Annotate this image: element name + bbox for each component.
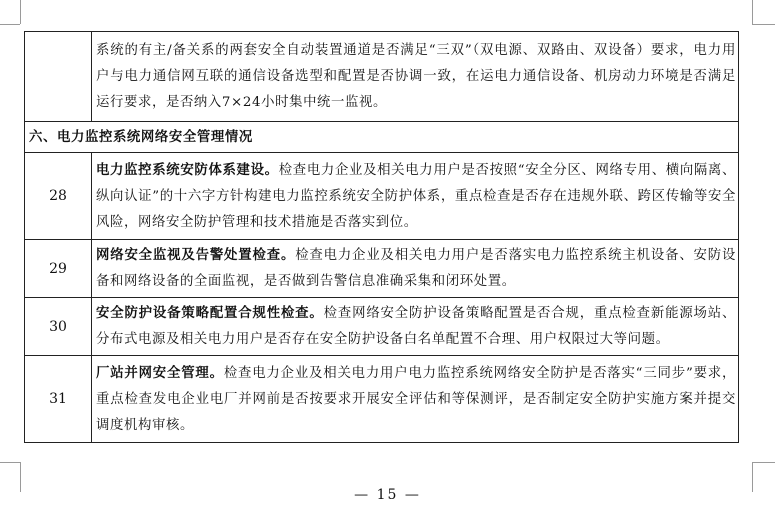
row-number: 28 xyxy=(25,153,92,240)
row-content xyxy=(92,298,739,356)
crop-mark-top-left xyxy=(0,24,20,25)
section-heading: 六、电力监控系统网络安全管理情况 xyxy=(25,122,739,153)
table-row xyxy=(25,240,739,298)
crop-mark-bottom-left xyxy=(0,462,20,463)
item-title: 厂站并网安全管理。 xyxy=(96,364,224,381)
row-number: 31 xyxy=(25,356,92,443)
page-number: — 15 — xyxy=(354,487,421,503)
item-title: 网络安全监视及告警处置检查。 xyxy=(96,247,296,263)
crop-mark-top-right xyxy=(752,24,775,25)
crop-mark-top-right xyxy=(752,0,753,24)
item-text: 检查电力企业及相关电力用户是否按照“安全分区、网络专用、横向隔离、纵向认证”的十六字方针构建电力监控系统安全防护体系，重点检查是否存在违规外联、跨区传输等安全风险，网络安全防护管理和技术措施是否落实到位。 xyxy=(96,162,736,230)
item-text: 检查电力企业及相关电力用户是否落实电力监控系统主机设备、安防设备和网络设备的全面监视，是否做到告警信息准确采集和闭环处置。 xyxy=(96,248,736,289)
table-row xyxy=(25,356,739,443)
item-text: 检查电力企业及相关电力用户电力监控系统网络安全防护是否落实“三同步”要求，重点检查发电企业电厂并网前是否按要求开展安全评估和等保测评，是否制定安全防护实施方案并提交调度机构审核。 xyxy=(96,365,737,433)
row-content-cell: 系统的有主/备关系的两套安全自动装置通道是否满足“三双”（双电源、双路由、双设备）要求，电力用户与电力通信网互联的通信设备选型和配置是否协调一致，在运电力通信设备、机房动力环境是否满足运行要求，是否纳入7×24小时集中统一监视。 xyxy=(92,32,739,122)
row-content xyxy=(92,240,739,298)
inspection-items-table xyxy=(24,31,739,443)
item-title: 安全防护设备策略配置合规性检查。 xyxy=(96,305,324,321)
table-row-continuation xyxy=(25,32,739,122)
item-title: 电力监控系统安防体系建设。 xyxy=(96,161,279,178)
table-row xyxy=(25,298,739,356)
row-number: 30 xyxy=(25,298,92,356)
item-text: 检查网络安全防护设备策略配置是否合规，重点检查新能源场站、分布式电源及相关电力用户是否存在安全防护设备白名单配置不合理、用户权限过大等问题。 xyxy=(96,306,736,347)
table-row xyxy=(25,153,739,240)
crop-mark-bottom-right xyxy=(752,462,775,463)
row-content xyxy=(92,356,739,443)
section-heading-row xyxy=(25,122,739,153)
row-content xyxy=(92,153,739,240)
row-number: 29 xyxy=(25,240,92,298)
row-number-cell xyxy=(25,32,92,122)
crop-mark-top-left xyxy=(20,0,21,24)
